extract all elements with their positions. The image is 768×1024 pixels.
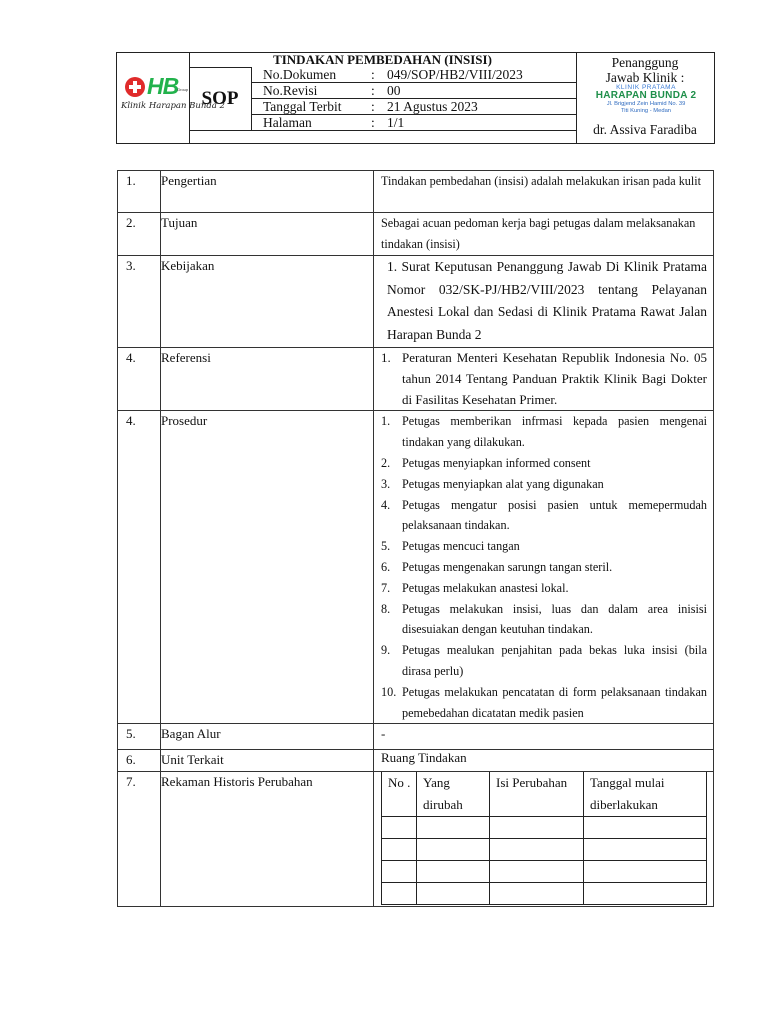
item-text: Petugas melakukan pencatatan di form pelaksanaan tindakan pemebedahan dicatatan medik pasien — [402, 684, 707, 720]
sop-header-table — [116, 52, 715, 144]
stamp-line: KLINIK PRATAMA — [616, 84, 676, 91]
info-value: 21 Agustus 2023 — [387, 99, 478, 114]
item-text: Petugas mengatur posisi pasien untuk memepermudah pelaksanaan tindakan. — [402, 497, 707, 533]
item-text: Petugas mealukan penjahitan pada bekas luka insisi (bila dirasa perlu) — [402, 643, 707, 678]
item-text: Petugas menyiapkan alat yang digunakan — [402, 476, 604, 491]
info-key: Tanggal Terbit — [263, 99, 342, 114]
stamp-line: Titi Kuning - Medan — [620, 108, 672, 114]
list-item — [381, 536, 707, 557]
list-item — [381, 640, 707, 682]
header-blank-cell — [189, 129, 577, 143]
row-content — [374, 772, 714, 907]
item-text: Petugas melakukan insisi, luas dan dalam area inisisi disesuiakan dengan keutuhan tindakan. — [402, 601, 707, 637]
info-key: No.Revisi — [263, 83, 318, 98]
row-number: 3. — [118, 256, 161, 348]
list-item — [381, 474, 707, 495]
row-content — [374, 171, 714, 213]
info-sep: : — [371, 99, 375, 114]
list-item — [381, 453, 707, 474]
item-number: 3. — [381, 476, 391, 491]
item-number: 1. — [381, 414, 391, 429]
row-bagan-alur — [118, 724, 714, 750]
row-content — [374, 213, 714, 256]
row-number: 4. — [118, 348, 161, 411]
history-row — [382, 817, 707, 839]
pengertian-text: Tindakan pembedahan (insisi) adalah melakukan irisan pada kulit — [381, 174, 702, 188]
row-number: 4. — [118, 411, 161, 724]
doctor-name: dr. Assiva Faradiba — [593, 122, 697, 137]
row-unit-terkait — [118, 750, 714, 772]
history-row — [382, 839, 707, 861]
logo-group: Group — [177, 87, 189, 92]
info-sep: : — [371, 83, 375, 98]
row-label: Bagan Alur — [161, 724, 374, 750]
row-label: Unit Terkait — [161, 750, 374, 772]
row-label: Kebijakan — [161, 256, 374, 348]
responsible-label-2: Jawab Klinik : — [605, 70, 685, 85]
item-number: 10. — [381, 684, 397, 699]
list-item — [381, 495, 707, 537]
list-item — [381, 348, 707, 410]
row-prosedur — [118, 411, 714, 724]
row-number: 6. — [118, 750, 161, 772]
row-content — [374, 750, 714, 772]
kebijakan-text: 1. Surat Keputusan Penanggung Jawab Di Klinik Pratama Nomor 032/SK-PJ/HB2/VIII/2023 tentang Pelayanan Anestesi Lokal dan Sedasi di Klinik Pratama Rawat Jalan Harapan Bunda 2 — [387, 259, 707, 342]
row-rekaman-historis — [118, 772, 714, 907]
row-pengertian — [118, 171, 714, 213]
referensi-list — [381, 348, 707, 410]
info-value: 00 — [387, 83, 401, 98]
sop-content-table — [117, 170, 714, 907]
row-content — [374, 256, 714, 348]
row-label: Rekaman Historis Perubahan — [161, 772, 374, 907]
responsible-cell — [576, 53, 714, 143]
history-col-no: No . — [382, 772, 417, 817]
tujuan-text: Sebagai acuan pedoman kerja bagi petugas dalam melaksanakan tindakan (insisi) — [381, 216, 696, 251]
item-number: 8. — [381, 601, 391, 616]
item-text: Petugas mengenakan sarungn tangan steril. — [402, 559, 613, 574]
row-content — [374, 724, 714, 750]
info-value: 049/SOP/HB2/VIII/2023 — [387, 67, 523, 82]
row-tujuan — [118, 213, 714, 256]
history-row — [382, 883, 707, 905]
document-title: TINDAKAN PEMBEDAHAN (INSISI) — [189, 53, 577, 67]
bagan-text: - — [381, 726, 386, 742]
row-label: Tujuan — [161, 213, 374, 256]
list-item — [381, 682, 707, 724]
history-col-content: Isi Perubahan — [490, 772, 584, 817]
info-row-issue-date — [251, 99, 576, 115]
info-row-document-number — [251, 67, 576, 83]
history-table — [381, 771, 707, 905]
responsible-label-1: Penanggung — [611, 55, 679, 70]
list-item — [381, 557, 707, 578]
row-content — [374, 348, 714, 411]
history-col-changed: Yang dirubah — [417, 772, 490, 817]
sop-label: SOP — [189, 67, 252, 131]
info-key: Halaman — [263, 115, 312, 130]
list-item — [381, 411, 707, 453]
stamp-line: Jl. Brigjend Zein Hamid No. 39 — [606, 101, 686, 107]
row-label: Referensi — [161, 348, 374, 411]
list-item — [381, 599, 707, 641]
item-number: 5. — [381, 539, 391, 554]
logo-brand: HB — [147, 73, 179, 99]
row-number: 5. — [118, 724, 161, 750]
unit-text: Ruang Tindakan — [381, 750, 467, 766]
red-cross-icon — [125, 77, 145, 97]
item-text: Petugas mencuci tangan — [402, 539, 520, 554]
info-value: 1/1 — [387, 115, 405, 130]
stamp-line: HARAPAN BUNDA 2 — [595, 90, 697, 101]
row-label: Prosedur — [161, 411, 374, 724]
row-referensi — [118, 348, 714, 411]
item-number: 1. — [381, 350, 391, 365]
row-number: 2. — [118, 213, 161, 256]
prosedur-list — [381, 411, 707, 723]
row-number: 7. — [118, 772, 161, 907]
item-number: 7. — [381, 580, 391, 595]
row-number: 1. — [118, 171, 161, 213]
row-kebijakan — [118, 256, 714, 348]
item-number: 2. — [381, 455, 391, 470]
item-number: 6. — [381, 559, 391, 574]
info-row-revision — [251, 83, 576, 99]
item-number: 4. — [381, 497, 391, 512]
document-info — [251, 67, 577, 129]
row-content — [374, 411, 714, 724]
item-text: Petugas menyiapkan informed consent — [402, 455, 591, 470]
info-sep: : — [371, 115, 375, 130]
history-row — [382, 861, 707, 883]
item-text: Peraturan Menteri Kesehatan Republik Indonesia No. 05 tahun 2014 Tentang Panduan Praktik Klinik Bagi Dokter di Fasilitas Kesehatan Primer. — [402, 350, 707, 407]
logo-clinic-name: Klinik Harapan Bunda 2 — [121, 101, 225, 111]
clinic-stamp — [586, 84, 706, 120]
history-header-row — [382, 772, 707, 817]
item-number: 9. — [381, 643, 391, 658]
info-key: No.Dokumen — [263, 67, 337, 82]
list-item — [381, 578, 707, 599]
history-col-date: Tanggal mulai diberlakukan — [584, 772, 707, 817]
item-text: Petugas memberikan infrmasi kepada pasien mengenai tindakan yang dilakukan. — [402, 414, 707, 450]
row-label: Pengertian — [161, 171, 374, 213]
item-text: Petugas melakukan anastesi lokal. — [402, 580, 569, 595]
info-sep: : — [371, 67, 375, 82]
